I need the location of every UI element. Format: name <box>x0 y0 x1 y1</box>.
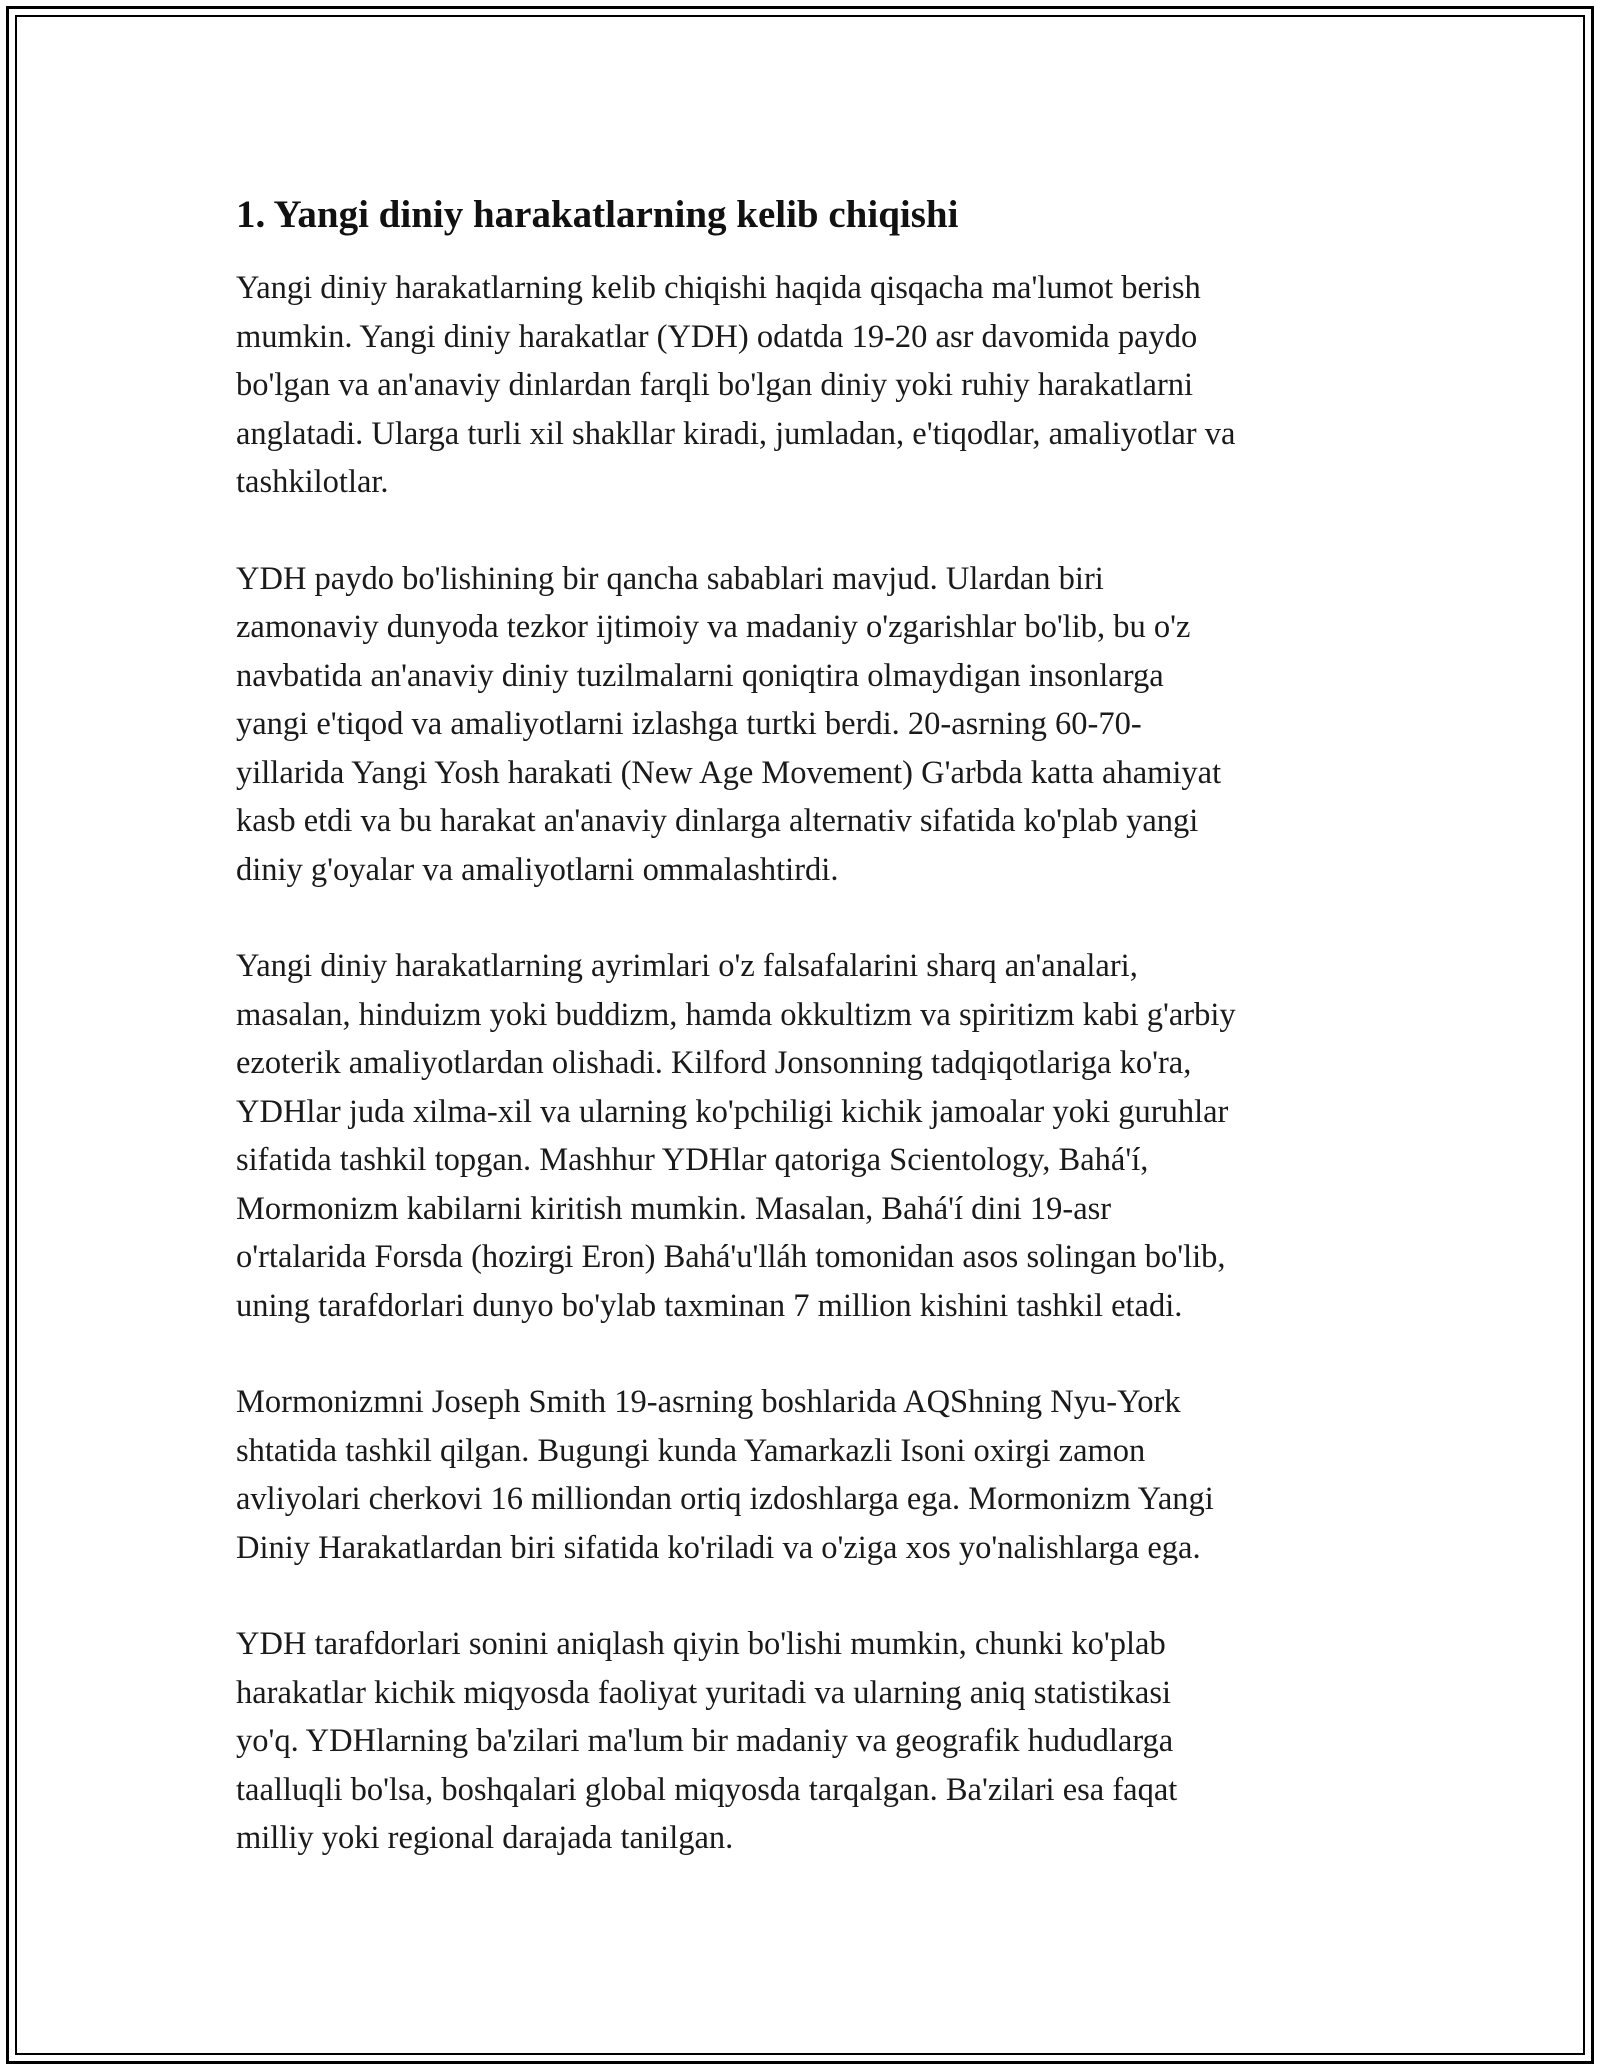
text-line: YDHlar juda xilma-xil va ularning ko'pchiligi kichik jamoalar yoki guruhlar <box>236 1093 1229 1130</box>
text-line: yangi e'tiqod va amaliyotlarni izlashga turtki berdi. 20-asrning 60-70- <box>236 706 1142 742</box>
text-line: Yangi diniy harakatlarning kelib chiqishi haqida qisqacha ma'lumot berish <box>236 270 1201 306</box>
text-line: taalluqli bo'lsa, boshqalari global miqyosda tarqalgan. Ba'zilari esa faqat <box>236 1771 1178 1808</box>
text-line: Mormonizmni Joseph Smith 19-asrning boshlarida AQShning Nyu-York <box>236 1384 1181 1420</box>
text-line: kasb etdi va bu harakat an'anaviy dinlarga alternativ sifatida ko'plab yangi <box>236 803 1199 839</box>
document-body <box>236 190 1386 1911</box>
paragraph-2 <box>236 555 1386 895</box>
text-line: mumkin. Yangi diniy harakatlar (YDH) odatda 19-20 asr davomida paydo <box>236 318 1198 355</box>
text-line: diniy g'oyalar va amaliyotlarni ommalashtirdi. <box>236 851 839 888</box>
text-line: avliyolari cherkovi 16 milliondan ortiq izdoshlarga ega. Mormonizm Yangi <box>236 1481 1214 1517</box>
text-line: zamonaviy dunyoda tezkor ijtimoiy va madaniy o'zgarishlar bo'lib, bu o'z <box>236 609 1191 645</box>
text-line: bo'lgan va an'anaviy dinlardan farqli bo'lgan diniy yoki ruhiy harakatlarni <box>236 367 1194 403</box>
text-line: masalan, hinduizm yoki buddizm, hamda okkultizm va spiritizm kabi g'arbiy <box>236 996 1236 1033</box>
text-line: anglatadi. Ularga turli xil shakllar kiradi, jumladan, e'tiqodlar, amaliyotlar va <box>236 415 1236 452</box>
text-line: tashkilotlar. <box>236 464 389 500</box>
text-line: shtatida tashkil qilgan. Bugungi kunda Yamarkazli Isoni oxirgi zamon <box>236 1432 1146 1469</box>
text-line: Diniy Harakatlardan biri sifatida ko'riladi va o'ziga xos yo'nalishlarga ega. <box>236 1529 1201 1566</box>
paragraph-4 <box>236 1378 1386 1572</box>
text-line: uning tarafdorlari dunyo bo'ylab taxminan 7 million kishini tashkil etadi. <box>236 1287 1183 1324</box>
text-line: sifatida tashkil topgan. Mashhur YDHlar qatoriga Scientology, Bahá'í, <box>236 1142 1149 1178</box>
text-line: YDH paydo bo'lishining bir qancha sabablari mavjud. Ulardan biri <box>236 560 1104 597</box>
paragraph-1 <box>236 264 1386 507</box>
text-line: Mormonizm kabilarni kiritish mumkin. Masalan, Bahá'í dini 19-asr <box>236 1190 1112 1227</box>
section-heading: 1. Yangi diniy harakatlarning kelib chiqishi <box>236 193 959 236</box>
text-line: milliy yoki regional darajada tanilgan. <box>236 1820 734 1856</box>
paragraph-5 <box>236 1620 1386 1863</box>
text-line: navbatida an'anaviy diniy tuzilmalarni qoniqtira olmaydigan insonlarga <box>236 657 1164 694</box>
paragraph-3 <box>236 942 1386 1330</box>
text-line: harakatlar kichik miqyosda faoliyat yuritadi va ularning aniq statistikasi <box>236 1674 1172 1711</box>
text-line: Yangi diniy harakatlarning ayrimlari o'z falsafalarini sharq an'analari, <box>236 948 1138 984</box>
text-line: yillarida Yangi Yosh harakati (New Age Movement) G'arbda katta ahamiyat <box>236 754 1222 791</box>
text-line: yo'q. YDHlarning ba'zilari ma'lum bir madaniy va geografik hududlarga <box>236 1723 1174 1759</box>
text-line: o'rtalarida Forsda (hozirgi Eron) Bahá'u'lláh tomonidan asos solingan bo'lib, <box>236 1239 1226 1275</box>
text-line: ezoterik amaliyotlardan olishadi. Kilford Jonsonning tadqiqotlariga ko'ra, <box>236 1045 1192 1081</box>
text-line: YDH tarafdorlari sonini aniqlash qiyin bo'lishi mumkin, chunki ko'plab <box>236 1626 1166 1662</box>
